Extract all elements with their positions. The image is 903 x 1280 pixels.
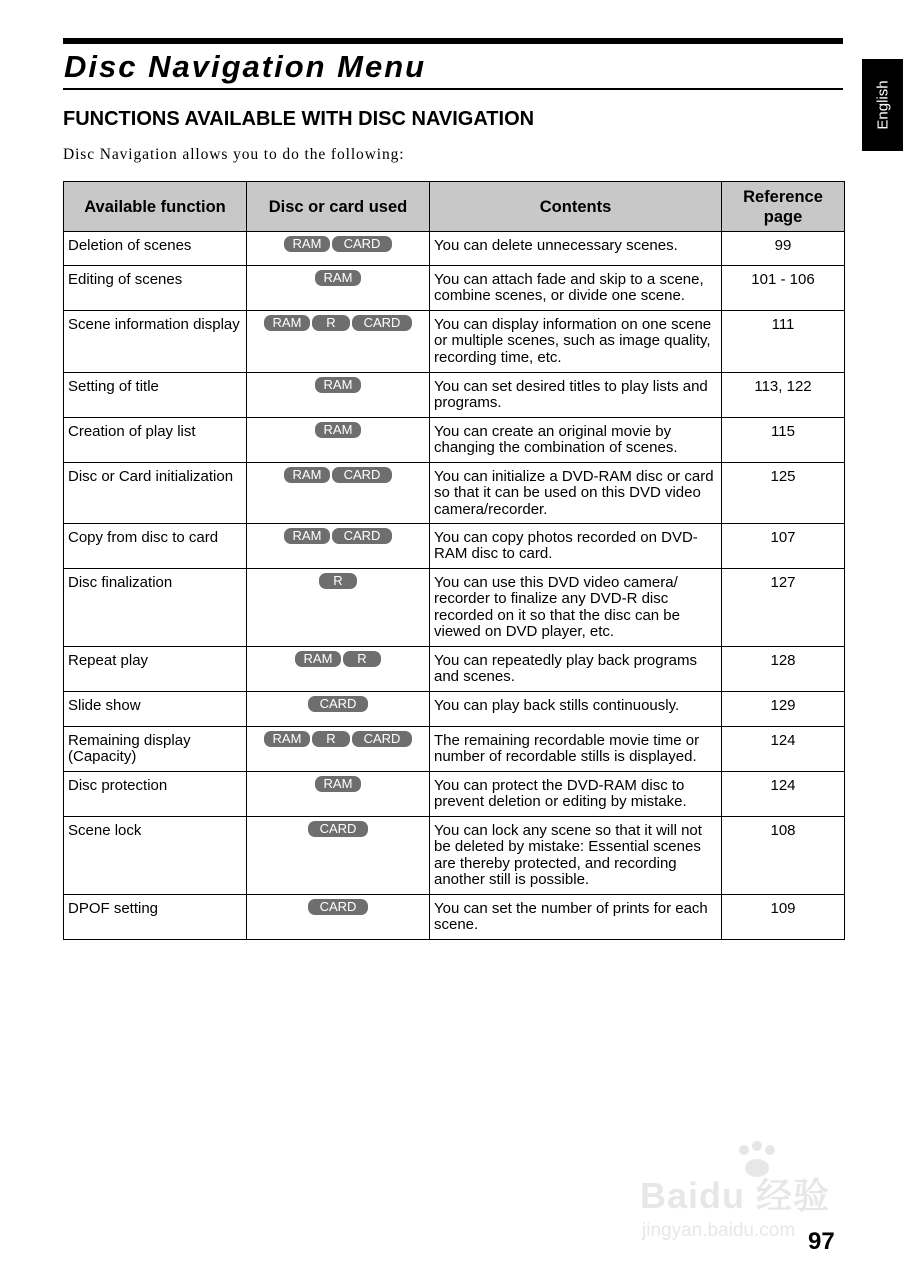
table-row <box>64 772 845 817</box>
table-row <box>64 524 845 569</box>
media-badge-r: R <box>312 731 350 747</box>
media-badge-ram: RAM <box>264 315 310 331</box>
contents-cell: You can attach fade and skip to a scene, combine scenes, or divide one scene. <box>430 266 722 311</box>
table-row <box>64 373 845 418</box>
function-cell: Remaining display (Capacity) <box>64 727 247 772</box>
media-cell <box>247 569 430 647</box>
reference-cell: 128 <box>722 647 845 692</box>
contents-cell: You can play back stills continuously. <box>430 692 722 727</box>
table-row <box>64 692 845 727</box>
media-cell <box>247 692 430 727</box>
title-rule <box>63 88 843 90</box>
header-available-function: Available function <box>64 182 247 232</box>
language-tab-label: English <box>874 80 891 130</box>
table-row <box>64 418 845 463</box>
function-cell: Scene information display <box>64 311 247 373</box>
media-cell <box>247 463 430 524</box>
function-cell: DPOF setting <box>64 895 247 940</box>
table-row <box>64 463 845 524</box>
function-cell: Scene lock <box>64 817 247 895</box>
media-badge-card: CARD <box>352 315 412 331</box>
contents-cell: You can display information on one scene or multiple scenes, such as image quality, recording time, etc. <box>430 311 722 373</box>
table-header-row <box>64 182 845 232</box>
reference-cell: 125 <box>722 463 845 524</box>
header-reference-page: Reference page <box>722 182 845 232</box>
table-row <box>64 232 845 266</box>
contents-cell: You can lock any scene so that it will not be deleted by mistake: Essential scenes are thereby protected, and recording another still is possible. <box>430 817 722 895</box>
media-badge-ram: RAM <box>315 422 361 438</box>
media-badge-card: CARD <box>308 821 368 837</box>
function-cell: Slide show <box>64 692 247 727</box>
media-badge-card: CARD <box>332 467 392 483</box>
media-badge-ram: RAM <box>315 377 361 393</box>
media-badge-card: CARD <box>308 696 368 712</box>
media-badge-r: R <box>343 651 381 667</box>
media-badge-ram: RAM <box>284 467 330 483</box>
media-cell <box>247 817 430 895</box>
media-badge-card: CARD <box>332 236 392 252</box>
header-disc-or-card: Disc or card used <box>247 182 430 232</box>
function-cell: Deletion of scenes <box>64 232 247 266</box>
media-cell <box>247 266 430 311</box>
function-cell: Setting of title <box>64 373 247 418</box>
reference-cell: 101 - 106 <box>722 266 845 311</box>
media-cell <box>247 418 430 463</box>
functions-table <box>63 181 845 940</box>
function-cell: Disc or Card initialization <box>64 463 247 524</box>
watermark-url: jingyan.baidu.com <box>642 1220 796 1241</box>
media-badge-card: CARD <box>332 528 392 544</box>
media-badge-ram: RAM <box>315 776 361 792</box>
media-badge-ram: RAM <box>315 270 361 286</box>
language-tab <box>862 59 903 151</box>
table-row <box>64 311 845 373</box>
reference-cell: 108 <box>722 817 845 895</box>
watermark-logo: Baidu 经验 <box>640 1175 831 1216</box>
reference-cell: 113, 122 <box>722 373 845 418</box>
media-cell <box>247 727 430 772</box>
table-row <box>64 895 845 940</box>
top-rule <box>63 38 843 44</box>
media-badge-r: R <box>312 315 350 331</box>
contents-cell: You can use this DVD video camera/ recorder to finalize any DVD-R disc recorded on it so that the disc can be viewed on DVD player, etc. <box>430 569 722 647</box>
contents-cell: You can create an original movie by changing the combination of scenes. <box>430 418 722 463</box>
media-badge-ram: RAM <box>284 236 330 252</box>
function-cell: Disc protection <box>64 772 247 817</box>
media-cell <box>247 232 430 266</box>
section-heading: FUNCTIONS AVAILABLE WITH DISC NAVIGATION <box>63 108 535 130</box>
function-cell: Editing of scenes <box>64 266 247 311</box>
table-body <box>64 232 845 940</box>
reference-cell: 127 <box>722 569 845 647</box>
page-number: 97 <box>808 1228 835 1255</box>
table-row <box>64 569 845 647</box>
reference-cell: 109 <box>722 895 845 940</box>
reference-cell: 124 <box>722 772 845 817</box>
contents-cell: You can copy photos recorded on DVD-RAM disc to card. <box>430 524 722 569</box>
function-cell: Repeat play <box>64 647 247 692</box>
function-cell: Creation of play list <box>64 418 247 463</box>
contents-cell: The remaining recordable movie time or number of recordable stills is displayed. <box>430 727 722 772</box>
intro-text: Disc Navigation allows you to do the following: <box>63 146 405 163</box>
header-contents: Contents <box>430 182 722 232</box>
media-cell <box>247 524 430 569</box>
contents-cell: You can protect the DVD-RAM disc to prevent deletion or editing by mistake. <box>430 772 722 817</box>
reference-cell: 124 <box>722 727 845 772</box>
function-cell: Disc finalization <box>64 569 247 647</box>
reference-cell: 115 <box>722 418 845 463</box>
contents-cell: You can set the number of prints for each scene. <box>430 895 722 940</box>
media-badge-ram: RAM <box>284 528 330 544</box>
reference-cell: 99 <box>722 232 845 266</box>
media-badge-card: CARD <box>352 731 412 747</box>
reference-cell: 107 <box>722 524 845 569</box>
contents-cell: You can initialize a DVD-RAM disc or card so that it can be used on this DVD video camera/recorder. <box>430 463 722 524</box>
table-row <box>64 647 845 692</box>
page-title: Disc Navigation Menu <box>64 49 427 84</box>
media-cell <box>247 373 430 418</box>
reference-cell: 129 <box>722 692 845 727</box>
contents-cell: You can set desired titles to play lists and programs. <box>430 373 722 418</box>
contents-cell: You can repeatedly play back programs and scenes. <box>430 647 722 692</box>
media-cell <box>247 895 430 940</box>
media-badge-ram: RAM <box>264 731 310 747</box>
table-row <box>64 727 845 772</box>
contents-cell: You can delete unnecessary scenes. <box>430 232 722 266</box>
reference-cell: 111 <box>722 311 845 373</box>
media-badge-card: CARD <box>308 899 368 915</box>
function-cell: Copy from disc to card <box>64 524 247 569</box>
media-badge-r: R <box>319 573 357 589</box>
media-badge-ram: RAM <box>295 651 341 667</box>
media-cell <box>247 311 430 373</box>
media-cell <box>247 772 430 817</box>
media-cell <box>247 647 430 692</box>
table-row <box>64 817 845 895</box>
table-row <box>64 266 845 311</box>
